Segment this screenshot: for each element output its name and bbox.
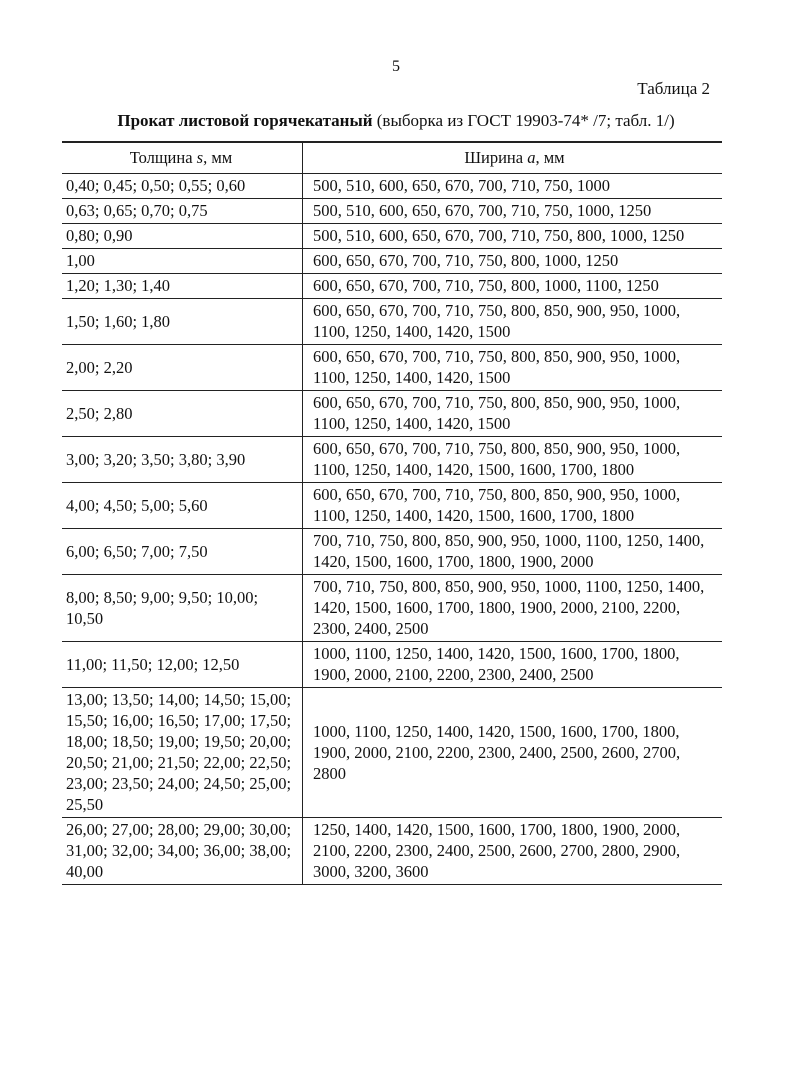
table-row — [62, 391, 722, 437]
table-row — [62, 174, 722, 199]
thickness-cell: 0,40; 0,45; 0,50; 0,55; 0,60 — [62, 174, 303, 199]
thickness-cell: 11,00; 11,50; 12,00; 12,50 — [62, 642, 303, 688]
width-cell: 600, 650, 670, 700, 710, 750, 800, 1000, 1100, 1250 — [303, 274, 723, 299]
header-width-unit: , мм — [535, 148, 565, 167]
caption-source: (выборка из ГОСТ 19903-74* /7; табл. 1/) — [372, 111, 675, 130]
table-row — [62, 529, 722, 575]
table-row — [62, 642, 722, 688]
width-cell: 500, 510, 600, 650, 670, 700, 710, 750, 1000, 1250 — [303, 199, 723, 224]
width-cell: 600, 650, 670, 700, 710, 750, 800, 850, 900, 950, 1000, 1100, 1250, 1400, 1420, 1500, 1600, 1700, 1800 — [303, 437, 723, 483]
table-row — [62, 437, 722, 483]
width-cell: 600, 650, 670, 700, 710, 750, 800, 850, 900, 950, 1000, 1100, 1250, 1400, 1420, 1500 — [303, 391, 723, 437]
thickness-cell: 3,00; 3,20; 3,50; 3,80; 3,90 — [62, 437, 303, 483]
width-cell: 1000, 1100, 1250, 1400, 1420, 1500, 1600, 1700, 1800, 1900, 2000, 2100, 2200, 2300, 2400, 2500 — [303, 642, 723, 688]
table-label: Таблица 2 — [637, 79, 710, 98]
table-row — [62, 575, 722, 642]
header-thickness-unit: , мм — [203, 148, 233, 167]
table-header-row — [62, 142, 722, 174]
width-cell: 500, 510, 600, 650, 670, 700, 710, 750, 1000 — [303, 174, 723, 199]
thickness-cell: 8,00; 8,50; 9,00; 9,50; 10,00; 10,50 — [62, 575, 303, 642]
width-cell: 600, 650, 670, 700, 710, 750, 800, 850, 900, 950, 1000, 1100, 1250, 1400, 1420, 1500 — [303, 299, 723, 345]
page-number: 5 — [392, 58, 400, 75]
header-thickness-symbol: s — [196, 148, 204, 167]
table-row — [62, 483, 722, 529]
table-row — [62, 274, 722, 299]
thickness-cell: 2,00; 2,20 — [62, 345, 303, 391]
header-width-symbol: a — [527, 148, 536, 167]
thickness-cell: 1,20; 1,30; 1,40 — [62, 274, 303, 299]
thickness-cell: 6,00; 6,50; 7,00; 7,50 — [62, 529, 303, 575]
table-row — [62, 299, 722, 345]
width-cell: 500, 510, 600, 650, 670, 700, 710, 750, 800, 1000, 1250 — [303, 224, 723, 249]
header-thickness-label: Толщина — [129, 148, 197, 167]
thickness-cell: 1,50; 1,60; 1,80 — [62, 299, 303, 345]
width-cell: 600, 650, 670, 700, 710, 750, 800, 1000, 1250 — [303, 249, 723, 274]
caption-title: Прокат листовой горячекатаный — [117, 111, 373, 130]
width-cell: 1000, 1100, 1250, 1400, 1420, 1500, 1600, 1700, 1800, 1900, 2000, 2100, 2200, 2300, 2400, 2500, 2600, 2700, 2800 — [303, 688, 723, 818]
width-cell: 600, 650, 670, 700, 710, 750, 800, 850, 900, 950, 1000, 1100, 1250, 1400, 1420, 1500, 1600, 1700, 1800 — [303, 483, 723, 529]
thickness-cell: 0,80; 0,90 — [62, 224, 303, 249]
header-width — [303, 142, 723, 174]
table-row — [62, 224, 722, 249]
table-row — [62, 818, 722, 885]
thickness-cell: 2,50; 2,80 — [62, 391, 303, 437]
table-row — [62, 345, 722, 391]
width-cell: 600, 650, 670, 700, 710, 750, 800, 850, 900, 950, 1000, 1100, 1250, 1400, 1420, 1500 — [303, 345, 723, 391]
table-caption — [0, 111, 792, 131]
thickness-cell: 4,00; 4,50; 5,00; 5,60 — [62, 483, 303, 529]
width-cell: 1250, 1400, 1420, 1500, 1600, 1700, 1800, 1900, 2000, 2100, 2200, 2300, 2400, 2500, 2600, 2700, 2800, 2900, 3000, 3200, 3600 — [303, 818, 723, 885]
table-row — [62, 199, 722, 224]
table-row — [62, 688, 722, 818]
thickness-cell: 26,00; 27,00; 28,00; 29,00; 30,00; 31,00; 32,00; 34,00; 36,00; 38,00; 40,00 — [62, 818, 303, 885]
thickness-cell: 13,00; 13,50; 14,00; 14,50; 15,00; 15,50; 16,00; 16,50; 17,00; 17,50; 18,00; 18,50; 19,00; 19,50; 20,00; 20,50; 21,00; 21,50; 22,00; 22,50; 23,00; 23,50; 24,00; 24,50; 25,00; 25,50 — [62, 688, 303, 818]
thickness-cell: 0,63; 0,65; 0,70; 0,75 — [62, 199, 303, 224]
steel-sheet-table — [62, 141, 722, 885]
width-cell: 700, 710, 750, 800, 850, 900, 950, 1000, 1100, 1250, 1400, 1420, 1500, 1600, 1700, 1800, 1900, 2000, 2100, 2200, 2300, 2400, 2500 — [303, 575, 723, 642]
header-thickness — [62, 142, 303, 174]
table-row — [62, 249, 722, 274]
header-width-label: Ширина — [464, 148, 528, 167]
thickness-cell: 1,00 — [62, 249, 303, 274]
width-cell: 700, 710, 750, 800, 850, 900, 950, 1000, 1100, 1250, 1400, 1420, 1500, 1600, 1700, 1800, 1900, 2000 — [303, 529, 723, 575]
